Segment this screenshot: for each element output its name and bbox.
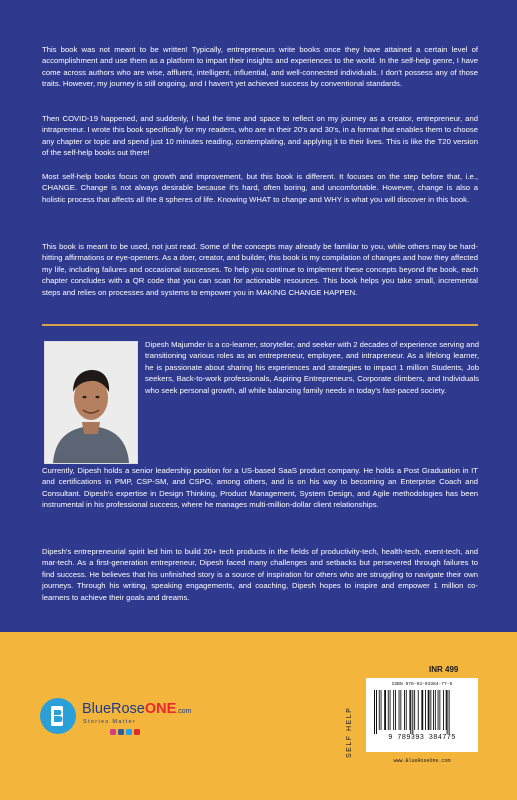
twitter-icon [126, 729, 132, 735]
intro-paragraph-3: Most self-help books focus on growth and improvement, but this book is different. It focuses on the step before that, i.e., CHANGE. Change is not always desirable because it's hard, often boring, and uncomfortable. However, change is also a holistic process that affects all the 8 spheres of life. Knowing WHAT to change and WHY is what you will discover in this book. [42, 172, 478, 204]
publisher-tagline: Stories Matter [83, 719, 137, 725]
youtube-icon [134, 729, 140, 735]
publisher-name-main: BlueRose [82, 701, 145, 717]
author-bio-paragraph-1: Dipesh Majumder is a co-learner, storyteller, and seeker with 2 decades of experience serving and transitioning various roles as an entrepreneur, employee, and intrapreneur. As a lifelong learner, he is passionate about sharing his experiences and strategies to impact 1 million Students, Job seekers, Back-to-work professionals, Aspiring Entrepreneurs, Corporate climbers, and Individuals who seek personal growth, all while balancing family needs in today's fast-paced society. [145, 340, 479, 395]
publisher-name-suffix: .com [176, 708, 192, 715]
facebook-icon [118, 729, 124, 735]
publisher-name [82, 701, 191, 717]
ean-digits: 9 789393 384775 [388, 734, 456, 742]
publisher-website: www.BlueRoseOne.com [393, 758, 451, 764]
publisher-name-accent: ONE [144, 701, 177, 717]
author-photo [44, 341, 138, 464]
barcode-box [366, 678, 478, 752]
section-divider [42, 324, 478, 326]
author-bio-paragraph-3: Dipesh's entrepreneurial spirit led him to build 20+ tech products in the fields of productivity-tech, health-tech, event-tech, and mar-tech. As a first-generation entrepreneur, Dipesh faced many challenges and setbacks but persevered through failures to find success. He believes that his unfinished story is a source of inspiration for others who are struggling to navigate their own journeys. Through his writing, speaking engagements, and coaching, Dipesh hopes to inspire and empower 1 million co-learners to achieve their goals and dreams. [42, 547, 478, 602]
publisher-logo [40, 694, 192, 742]
author-bio-paragraph-2: Currently, Dipesh holds a senior leadership position for a US-based SaaS product company. He holds a Post Graduation in IT and certifications in PMP, CSP-SM, and CSPO, among others, and is on his way to becoming an Enterprise Coach and Consultant. Dipesh's expertise in Design Thinking, Product Management, System Design, and Agile methodologies has been instrumental in his professional success, where he manages multi-million-dollar client relationships. [42, 466, 478, 510]
intro-paragraph-1: This book was not meant to be written! Typically, entrepreneurs write books once they have attained a certain level of accomplishment and use them as a platform to impart their insights and experiences to the world. In the self-help genre, I have come across authors who are wise, affluent, intelligent, influential, and well-connected individuals. I don't possess any of those traits. However, my journey is still ongoing, and I haven't yet achieved success by conventional standards. [42, 45, 478, 89]
book-b-icon [40, 698, 76, 734]
publisher-logo-badge [40, 698, 76, 734]
social-icons [110, 729, 140, 735]
isbn-label: ISBN 978-93-93384-77-5 [391, 682, 453, 687]
intro-paragraph-2: Then COVID-19 happened, and suddenly, I had the time and space to reflect on my journey as a creator, entrepreneur, and intrapreneur. I wrote this book specifically for my readers, who are in their 20's and 30's, in a format that enables them to choose any chapter or topic and spend just 10 minutes reading, contemplating, and applying it to their lives. This is like the T20 version of the self-help books out there! [42, 114, 478, 158]
price-label: INR 499 [429, 665, 459, 674]
instagram-icon [110, 729, 116, 735]
barcode [374, 690, 470, 734]
genre-label: SELF HELP [346, 706, 353, 758]
author-portrait-icon [45, 342, 137, 463]
intro-paragraph-4: This book is meant to be used, not just read. Some of the concepts may already be familiar to you, while others may be hard-hitting affirmations or eye-openers. As a doer, creator, and builder, this book is my compilation of changes and how they affected my life, including failures and occasional successes. To help you continue to implement these concepts beyond the book, each chapter concludes with a QR code that you can scan for actionable resources. This book helps you take small, incremental steps and relies on processes and systems to empower you in MAKING CHANGE HAPPEN. [42, 242, 478, 297]
